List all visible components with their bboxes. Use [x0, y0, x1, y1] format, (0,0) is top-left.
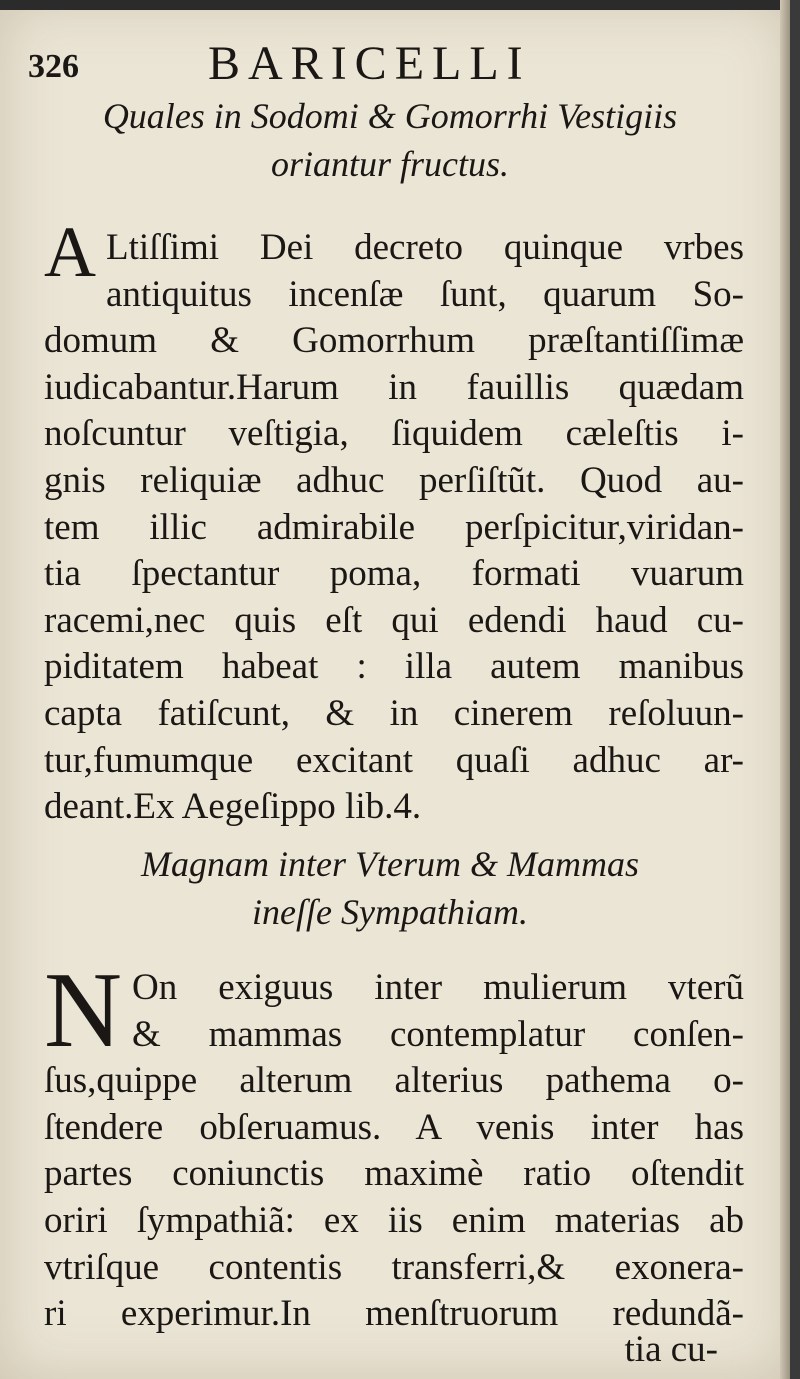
paragraph-sodom	[44, 212, 744, 831]
text-line: antiquitus incenſæ ſunt, quarum So-	[106, 273, 744, 315]
page-number: 326	[28, 48, 79, 85]
heading-line: ineſſe Sympathiam.	[252, 892, 528, 932]
text-line: noſcuntur veſtigia, ſiquidem cæleſtis i-	[44, 413, 744, 455]
section-heading-sodom	[30, 92, 750, 188]
text-line: piditatem habeat : illa autem manibus	[44, 646, 744, 688]
scan-top-edge	[0, 0, 790, 10]
page-edge	[780, 0, 790, 1379]
text-line: deant.Ex Aegeſippo lib.4.	[44, 786, 422, 828]
text-line: & mammas contemplatur conſen-	[132, 1013, 744, 1055]
text-line: racemi,nec quis eſt qui edendi haud cu-	[44, 599, 744, 641]
text-line: domum & Gomorrhum præſtantiſſimæ	[44, 320, 744, 362]
running-head: BARICELLI	[208, 37, 531, 90]
heading-line: Quales in Sodomi & Gomorrhi Vestigiis	[102, 96, 678, 136]
text-line: oriri ſympathiã: ex iis enim materias ab	[44, 1199, 744, 1241]
text-line: iudicabantur.Harum in fauillis quædam	[44, 366, 744, 408]
text-line: ſtendere obſeruamus. A venis inter has	[44, 1106, 744, 1148]
text-line: tur,fumumque excitant quaſi adhuc ar-	[44, 739, 744, 781]
heading-line: Magnam inter Vterum & Mammas	[141, 844, 639, 884]
drop-cap-initial: N	[44, 951, 122, 1070]
text-line: vtriſque contentis transferri,& exonera-	[44, 1246, 744, 1288]
catchword: tia cu-	[624, 1329, 718, 1370]
text-line: ri experimur.In menſtruorum redundã-	[44, 1293, 744, 1335]
text-line: ſus,quippe alterum alterius pathema o-	[44, 1060, 744, 1102]
text-line: Ltiſſimi Dei decreto quinque vrbes	[106, 227, 744, 268]
text-line: tem illic admirabile perſpicitur,viridan-	[44, 506, 744, 548]
page-header	[28, 30, 728, 90]
section-heading-sympathy	[30, 840, 750, 936]
text-line: tia ſpectantur poma, formati vuarum	[44, 553, 744, 595]
text-line: gnis reliquiæ adhuc perſiſtũt. Quod au-	[44, 459, 744, 501]
drop-cap-initial: A	[44, 212, 96, 292]
text-line: partes coniunctis maximè ratio oſtendit	[44, 1153, 744, 1195]
paragraph-sympathy	[44, 951, 744, 1338]
text-line: On exiguus inter mulierum vterũ	[132, 967, 744, 1008]
text-line: capta fatiſcunt, & in cinerem reſoluun-	[44, 692, 744, 734]
heading-line: oriantur fructus.	[270, 144, 510, 184]
